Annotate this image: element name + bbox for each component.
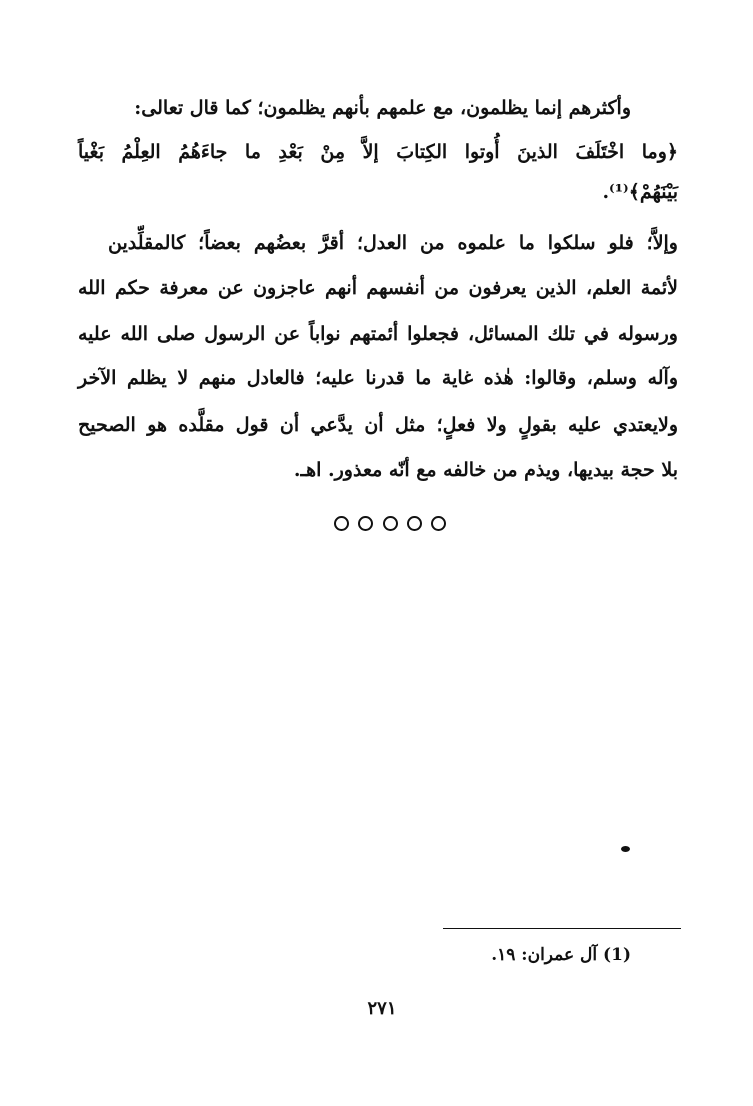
text-line: ولايعتدي عليه بقولٍ ولا فعلٍ؛ مثل أن يدَّعي أن قول مقلَّده هو الصحيح — [78, 414, 678, 436]
text-line: لأئمة العلم، الذين يعرفون من أنفسهم أنهم عاجزون عن معرفة حكم الله — [78, 277, 678, 299]
circle-icon — [383, 516, 398, 531]
text-line: وآله وسلم، وقالوا: هٰذه غاية ما قدرنا عليه؛ فالعادل منهم لا يظلم الآخر — [78, 367, 678, 389]
footnote-divider — [443, 928, 681, 929]
text-line: وأكثرهم إنما يظلمون، مع علمهم بأنهم يظلمون؛ كما قال تعالى: — [134, 97, 631, 119]
quran-verse-line: بَيْنَهُمْ﴾⁽¹⁾. — [602, 181, 678, 203]
ink-mark — [621, 846, 630, 852]
text-line: بلا حجة بيديها، ويذم من خالفه مع أنّه معذور. اهـ. — [293, 459, 678, 481]
text-line: ورسوله في تلك المسائل، فجعلوا أئمتهم نواباً عن الرسول صلى الله عليه — [78, 323, 678, 345]
circle-icon — [431, 516, 446, 531]
quran-verse-line: ﴿وما اخْتَلَفَ الذينَ أُوتوا الكِتابَ إلاَّ مِنْ بَعْدِ ما جاءَهُمُ العِلْمُ بَغْياً — [78, 141, 678, 163]
circle-icon — [407, 516, 422, 531]
section-divider-ornament — [334, 510, 446, 536]
footnote: (1) آل عمران: ١٩. — [491, 945, 631, 965]
text-line: وإلاَّ؛ فلو سلكوا ما علموه من العدل؛ أقرَّ بعضُهم بعضاً؛ كالمقلِّدين — [108, 232, 678, 254]
circle-icon — [334, 516, 349, 531]
page-number: ٢٧١ — [367, 998, 397, 1019]
circle-icon — [358, 516, 373, 531]
